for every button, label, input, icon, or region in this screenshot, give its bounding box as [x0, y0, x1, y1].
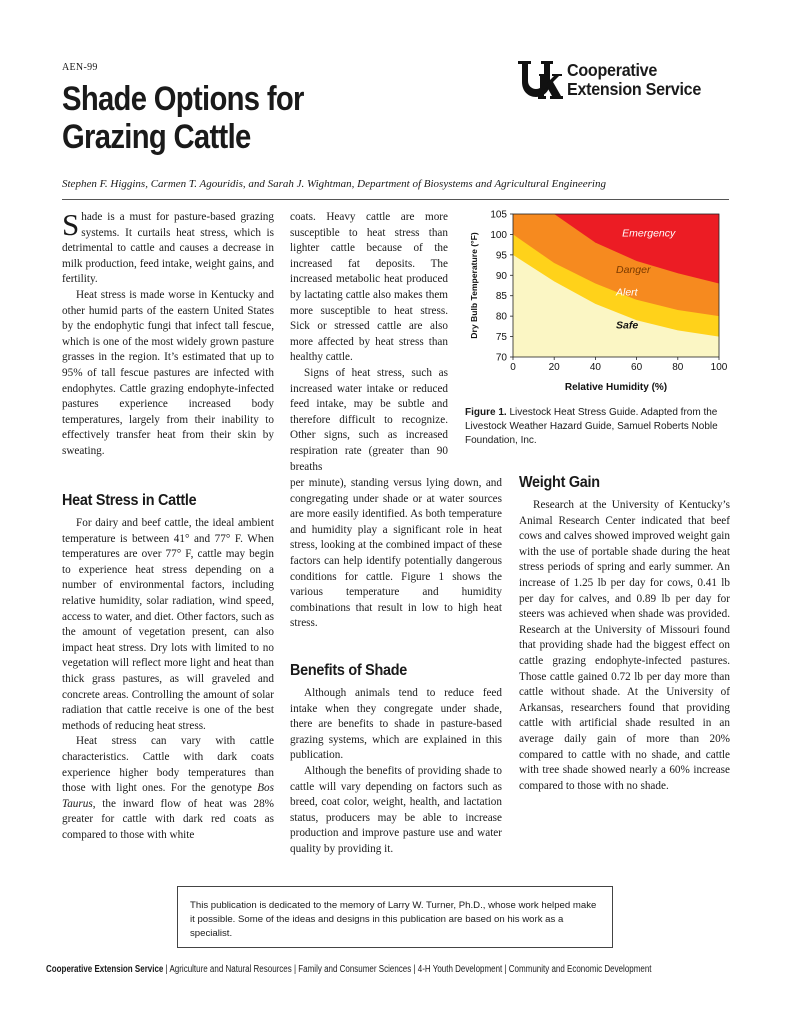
- heat-stress-p2-start: Heat stress can vary with cattle characteristics. Cattle with dark coats experience higher body temperatures than those with light ones. For the genotype: [62, 735, 274, 795]
- heat-stress-paragraph-3: coats. Heavy cattle are more susceptible to heat stress than lighter cattle because of the increased fat deposits. The increased metabolic heat produced by lactating cattle also makes them more susceptible to heat stress. Sick or stressed cattle are also more affected by heat stress than healthy cattle.: [290, 211, 448, 364]
- zone-label-danger: Danger: [616, 264, 651, 277]
- y-tick-label: 85: [495, 291, 507, 303]
- logo-line-1: Cooperative: [567, 60, 658, 80]
- x-tick-label: 0: [510, 362, 516, 373]
- footer-item: 4-H Youth Development: [417, 964, 503, 975]
- benefits-section: [290, 686, 502, 858]
- authors-line: Stephen F. Higgins, Carmen T. Agouridis, and Sarah J. Wightman, Department of Biosystems and Agricultural Engineering: [62, 178, 606, 190]
- title-line-1: Shade Options for: [62, 80, 304, 118]
- y-tick-label: 100: [490, 229, 507, 241]
- heat-stress-paragraph-4: Signs of heat stress, such as increased water intake or reduced feed intake, may be subtle and therefore difficult to recognize. Other signs, such as increased respiration rate (greater than 90 breaths: [290, 366, 448, 473]
- footer-item: Family and Consumer Sciences: [298, 964, 412, 975]
- heat-stress-paragraph-4-cont: per minute), standing versus lying down, and congregating under shade or at water sources are more easily identified. As both temperature and humidity play a significant role in heat stress, looking at the combined impact of these factors can help identify potentially dangerous conditions for cattle. Figure 1 shows the various temperature and humidity combinations that result in low to high heat stress.: [290, 477, 502, 630]
- zone-label-emergency: Emergency: [622, 227, 676, 240]
- figure-caption-text: Livestock Heat Stress Guide. Adapted from the Livestock Weather Hazard Guide, Samuel Roberts Noble Foundation, Inc.: [465, 407, 718, 446]
- y-axis-label: Dry Bulb Temperature (°F): [469, 232, 479, 339]
- x-tick-label: 40: [589, 362, 601, 373]
- x-tick-label: 60: [631, 362, 643, 373]
- heat-stress-paragraph-2: [62, 734, 274, 843]
- title-line-2: Grazing Cattle: [62, 118, 251, 156]
- footer-item: Community and Economic Development: [508, 964, 652, 975]
- footer-separator: |: [502, 964, 509, 975]
- benefits-paragraph-1: Although animals tend to reduce feed intake when they congregate under shade, there are benefits to shade in pasture-based grazing systems, which are explained in this publication.: [290, 687, 502, 762]
- footer-separator: |: [411, 964, 418, 975]
- heat-stress-continued-wide: [290, 476, 502, 632]
- y-tick-label: 75: [495, 332, 507, 344]
- figure-caption: [465, 406, 735, 447]
- publication-number: AEN-99: [62, 62, 98, 73]
- figure-label: Figure 1.: [465, 407, 507, 418]
- uk-extension-logo: [517, 60, 737, 102]
- intro-paragraph-1: [62, 207, 274, 288]
- y-tick-label: 90: [495, 270, 507, 282]
- footer-brand: Cooperative Extension Service: [46, 964, 164, 975]
- weight-gain-paragraph: Research at the University of Kentucky’s Animal Research Center indicated that beef cows and calves showed improved weight gain with the use of portable shade during the heat stress periods of spring and early summer. An increase of 1.25 lb per day for cows, 0.41 lb per day for calves, and 0.89 lb per day for steers was achieved when shade was provided. Research at the University of Missouri found that providing shade had the biggest effect on cattle grazing endophyte-infected pastures. Those cattle gained 0.72 lb per day more than cattle without shade. At the University of Arkansas, researchers found that providing cattle with artificial shade resulted in an average daily gain of more than 20% compared to cattle with no shade, and cattle with tree shade showed nearly a 60% increase compared to those with no shade.: [519, 499, 730, 792]
- drop-cap: S: [62, 207, 80, 242]
- uk-logo-icon: [517, 60, 563, 100]
- logo-line-2: Extension Service: [567, 79, 702, 99]
- y-tick-label: 80: [495, 311, 507, 323]
- x-axis-label: Relative Humidity (%): [564, 382, 668, 393]
- heat-stress-p2-end: , the inward flow of heat was 28% greater for cattle with dark red coats as compared to those with white: [62, 797, 274, 841]
- heat-stress-paragraph-1: For dairy and beef cattle, the ideal ambient temperature is between 41° and 77° F. When temperatures are over 77° F, cattle may begin to experience heat stress depending on a number of environmental factors, including relative humidity, solar radiation, wind speed, access to water, and diet. Other factors, such as the amount of vegetation present, can also impact heat stress. Dry lots with limited to no vegetation will reflect more light and heat than thick grass pastures, as will graveled and concrete areas. Controlling the amount of solar radiation that cattle receive is one of the best methods of reducing heat stress.: [62, 517, 274, 732]
- dedication-text: This publication is dedicated to the memory of Larry W. Turner, Ph.D., whose work helped make it possible. Some of the ideas and designs in this publication are based on his work as a specialist.: [190, 900, 597, 939]
- y-tick-label: 105: [490, 209, 507, 221]
- heat-stress-chart: [466, 208, 728, 400]
- heat-stress-section: [62, 516, 274, 843]
- heading-weight-gain: Weight Gain: [519, 474, 600, 491]
- heading-benefits-of-shade: Benefits of Shade: [290, 662, 408, 679]
- weight-gain-section: [519, 498, 730, 794]
- zone-label-safe: Safe: [616, 319, 639, 332]
- footer-bar: [46, 964, 652, 975]
- y-tick-label: 95: [495, 250, 507, 262]
- intro-paragraph-2: Heat stress is made worse in Kentucky and other humid parts of the eastern United States by the endophytic fungi that infect tall fescue, which is one of the most widely grown pasture grasses in the region. It’s estimated that up to 95% of tall fescue pastures are infected with endophytes. Cattle grazing endophyte-infected pastures experience increased body temperatures, largely from their inability to effectively transfer heat from their skin by sweating.: [62, 288, 274, 457]
- page-title: [62, 80, 304, 156]
- x-tick-label: 20: [548, 362, 560, 373]
- zone-label-alert: Alert: [616, 286, 638, 299]
- dedication-box: [177, 886, 613, 948]
- y-tick-label: 70: [495, 352, 507, 364]
- logo-text: [567, 61, 701, 99]
- footer-separator: |: [291, 964, 299, 975]
- heading-heat-stress: Heat Stress in Cattle: [62, 492, 197, 509]
- benefits-paragraph-2: Although the benefits of providing shade to cattle will vary depending on factors such as breed, coat color, weight, health, and lactation status, producers may be able to increase production and improve pasture use and water quality by providing it.: [290, 764, 502, 855]
- footer-item: Agriculture and Natural Resources: [169, 964, 292, 975]
- x-tick-label: 100: [710, 362, 728, 373]
- footer-separator: |: [163, 964, 170, 975]
- intro-paragraph-1-text: hade is a must for pasture-based grazing systems. It curtails heat stress, which is detrimental to cattle and causes a decrease in milk production, feed intake, weight gains, and fertility.: [62, 211, 274, 286]
- x-tick-label: 80: [672, 362, 684, 373]
- intro-section: [62, 207, 274, 460]
- header-divider: [62, 199, 729, 200]
- heat-stress-continued: [290, 210, 448, 475]
- species-name: Bos Taurus: [62, 782, 274, 810]
